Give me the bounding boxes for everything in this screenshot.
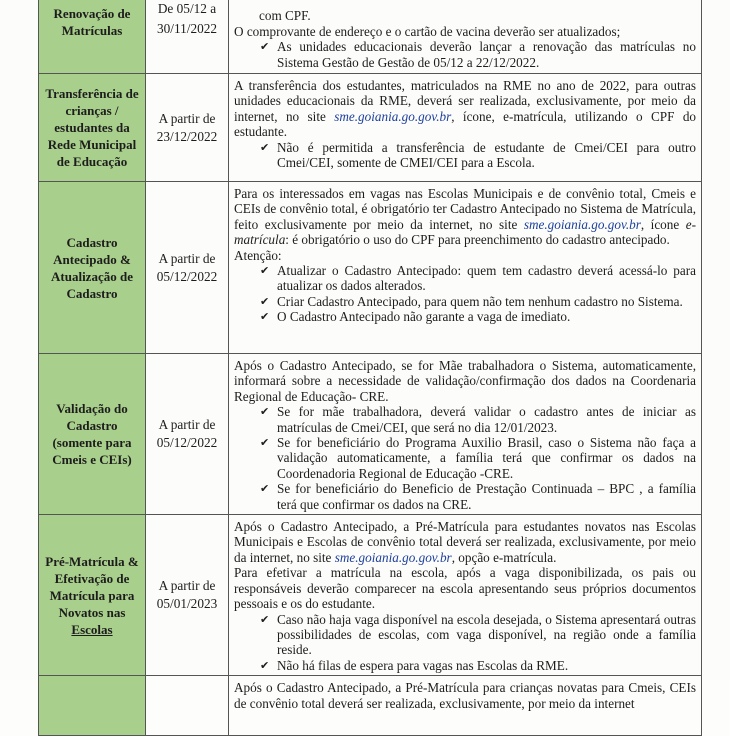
- table-row-renovacao: [39, 0, 702, 74]
- row-date-text: A partir de 05/01/2023: [156, 578, 218, 612]
- row-title-text: Cadastro Antecipado & Atualização de Cadastro: [51, 234, 133, 301]
- content-paragraph: Para os interessados em vagas nas Escolas Municipais e de convênio total, Cmeis e CEIs de convênio total, é obrigatório ter Cadastro Antecipado no Sistema de Matrícula, feito exclusivamente por meio da internet, no site sme.goiania.go.gov.br, ícone e-matrícula: é obrigatório o uso do CPF para preenchimento do cadastro antecipado.: [234, 186, 697, 248]
- bullet-item: ✔ Se for beneficiário do Programa Auxilio Brasil, caso o Sistema não faça a validação automaticamente, a família terá que confirmar os dados na Coordenadoria Regional de Educação -CRE.: [260, 435, 696, 481]
- content-paragraph: A transferência dos estudantes, matriculados na RME no ano de 2022, para outras unidades educacionais da RME, deverá ser realizada, exclusivamente, por meio da internet, no site sme.goiania.go.gov.br, ícone, e-matrícula, utilizando o CPF do estudante.: [234, 78, 697, 140]
- row-title: [39, 676, 146, 736]
- row-date: [146, 354, 229, 515]
- content-paragraph: Após o Cadastro Antecipado, se for Mãe trabalhadora o Sistema, automaticamente, informará sobre a necessidade de validação/confirmação dos dados na Coordenaria Regional de Educação- CRE.: [234, 358, 696, 404]
- row-date-text: A partir de 05/12/2022: [156, 417, 218, 451]
- table-row-cmei: [39, 676, 702, 736]
- row-title-text: Transferência de crianças / estudantes da Rede Municipal de Educação: [45, 86, 139, 169]
- row-date: [146, 74, 229, 182]
- row-content: [229, 74, 702, 182]
- table-row-cadastro: [39, 182, 702, 354]
- row-title-text: Pré-Matrícula & Efetivação de Matrícula para Novatos nas: [45, 553, 139, 620]
- table-row-validacao: [39, 354, 702, 515]
- checkmark-icon: ✔: [260, 612, 270, 626]
- checkmark-icon: ✔: [260, 264, 270, 278]
- attention-label: Atenção:: [234, 247, 282, 263]
- row-title: [39, 74, 146, 182]
- row-title: Pré-Matrícula & Efetivação de Matrícula para Novatos nas Escolas: [39, 515, 146, 676]
- row-content: [229, 354, 702, 515]
- content-paragraph: Após o Cadastro Antecipado, a Pré-Matrícula para crianças novatas para Cmeis, CEIs de convênio total deverá ser realizada, exclusivamente, por meio da internet: [234, 680, 696, 711]
- row-date-text: A partir de 05/12/2022: [156, 250, 218, 284]
- schedule-table: [38, 0, 702, 736]
- checkmark-icon: ✔: [260, 436, 270, 450]
- site-link[interactable]: sme.goiania.go.gov.br: [523, 216, 641, 232]
- row-date: [146, 515, 229, 676]
- checkmark-icon: ✔: [260, 658, 270, 672]
- bullet-item: ✔ Não é permitida a transferência de estudante de Cmei/CEI para outro Cmei/CEI, somente de CMEI/CEI para a Escola.: [260, 139, 696, 171]
- bullet-item: ✔ Não há filas de espera para vagas nas Escolas da RME.: [260, 657, 569, 673]
- site-link[interactable]: sme.goiania.go.gov.br: [334, 108, 452, 124]
- content-line: O comprovante de endereço e o cartão de vacina deverão ser atualizados;: [234, 23, 621, 39]
- row-title-text: Renovação de Matrículas: [53, 6, 131, 38]
- row-date: [146, 182, 229, 354]
- content-line: com CPF.: [259, 8, 311, 24]
- row-title: [39, 354, 146, 515]
- row-date: [146, 0, 229, 74]
- bullet-item: ✔ O Cadastro Antecipado não garante a vaga de imediato.: [260, 309, 571, 325]
- content-paragraph: Após o Cadastro Antecipado, a Pré-Matrícula para estudantes novatos nas Escolas Municipais e Escolas de convênio total deverá ser realizada, exclusivamente, por meio da internet, no site sme.goiania.go.gov.br, opção e-matrícula.: [234, 519, 696, 565]
- row-content: [229, 676, 702, 736]
- bullet-item: ✔ Se for beneficiário do Beneficio de Prestação Continuada – BPC , a família terá que confirmar os dados na CRE.: [260, 481, 696, 512]
- row-title-text: Validação do Cadastro (somente para Cmeis e CEIs): [52, 401, 132, 468]
- checkmark-icon: ✔: [260, 294, 270, 308]
- content-paragraph: Para efetivar a matrícula na escola, após a vaga disponibilizada, os pais ou responsáveis deverão comparecer na escola apresentando seus próprios documentos pessoais e os do estudante.: [234, 565, 696, 612]
- checkmark-icon: ✔: [260, 40, 270, 54]
- bullet-item: ✔ Se for mãe trabalhadora, deverá validar o cadastro antes de iniciar as matrículas de Cmei/CEI, que será no dia 12/01/2023.: [260, 404, 696, 435]
- row-date-text: De 05/12 a 30/11/2022: [156, 1, 218, 36]
- table-row-transferencia: [39, 74, 702, 182]
- site-link[interactable]: sme.goiania.go.gov.br: [334, 549, 452, 565]
- checkmark-icon: ✔: [260, 310, 270, 324]
- bullet-item: ✔ Atualizar o Cadastro Antecipado: quem tem cadastro deverá acessá-lo para atualizar os dados alterados.: [260, 263, 696, 294]
- row-content: [229, 0, 702, 74]
- checkmark-icon: ✔: [260, 482, 270, 496]
- checkmark-icon: ✔: [260, 140, 270, 154]
- bullet-item: ✔ As unidades educacionais deverão lançar a renovação das matrículas no Sistema Gestão de Gestão de 05/12 a 22/12/2022.: [260, 39, 696, 70]
- row-title: [39, 0, 146, 74]
- row-date-text: A partir de 23/12/2022: [156, 110, 218, 144]
- bullet-item: ✔ Criar Cadastro Antecipado, para quem não tem nenhum cadastro no Sistema.: [260, 293, 683, 309]
- table-row-pre-matricula: [39, 515, 702, 676]
- row-title: [39, 182, 146, 354]
- row-content: [229, 182, 702, 354]
- row-content: [229, 515, 702, 676]
- checkmark-icon: ✔: [260, 405, 270, 419]
- bullet-item: ✔ Caso não haja vaga disponível na escola desejada, o Sistema apresentará outras possibilidades de escolas, com vaga disponível, na região onde a família reside.: [260, 611, 696, 658]
- row-date: [146, 676, 229, 736]
